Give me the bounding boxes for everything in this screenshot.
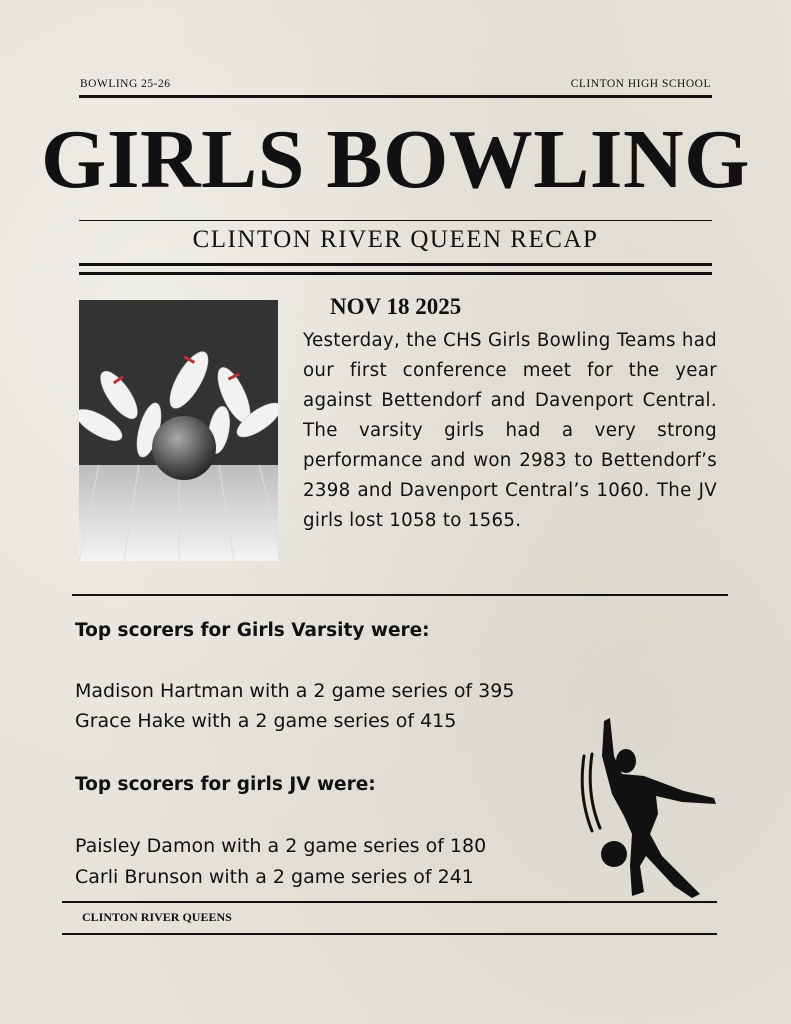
article-body: Yesterday, the CHS Girls Bowling Teams had our first conference meet for the year against Bettendorf and Davenport Central. The varsity girls had a very strong performance and won 2983 to Bettendorf’s 2398 and Davenport Central’s 1060. The JV girls lost 1058 to 1565.: [303, 330, 717, 531]
varsity-scorer: Madison Hartman with a 2 game series of 395: [75, 680, 515, 702]
subtitle-rule-2: [79, 272, 712, 275]
varsity-heading: Top scorers for Girls Varsity were:: [75, 620, 430, 641]
footer-rule-bottom: [62, 933, 717, 935]
title-rule: [79, 220, 712, 221]
school-label: CLINTON HIGH SCHOOL: [570, 78, 711, 90]
season-label: BOWLING 25-26: [80, 78, 171, 90]
section-rule: [72, 594, 728, 596]
header-rule-top: [79, 95, 712, 98]
bowler-silhouette: [574, 716, 722, 902]
subtitle-rule-1: [79, 263, 712, 266]
jv-scorer: Paisley Damon with a 2 game series of 180: [75, 835, 487, 857]
page-title: GIRLS BOWLING: [40, 113, 750, 206]
article-date: NOV 18 2025: [330, 294, 462, 319]
varsity-scorer: Grace Hake with a 2 game series of 415: [75, 710, 457, 732]
jv-scorer: Carli Brunson with a 2 game series of 241: [75, 866, 474, 888]
footer-label: CLINTON RIVER QUEENS: [82, 910, 232, 924]
page-subtitle: CLINTON RIVER QUEEN RECAP: [192, 226, 599, 253]
jv-heading: Top scorers for girls JV were:: [75, 774, 376, 795]
footer-rule-top: [62, 901, 717, 903]
bowling-pins-photo: [79, 300, 278, 561]
